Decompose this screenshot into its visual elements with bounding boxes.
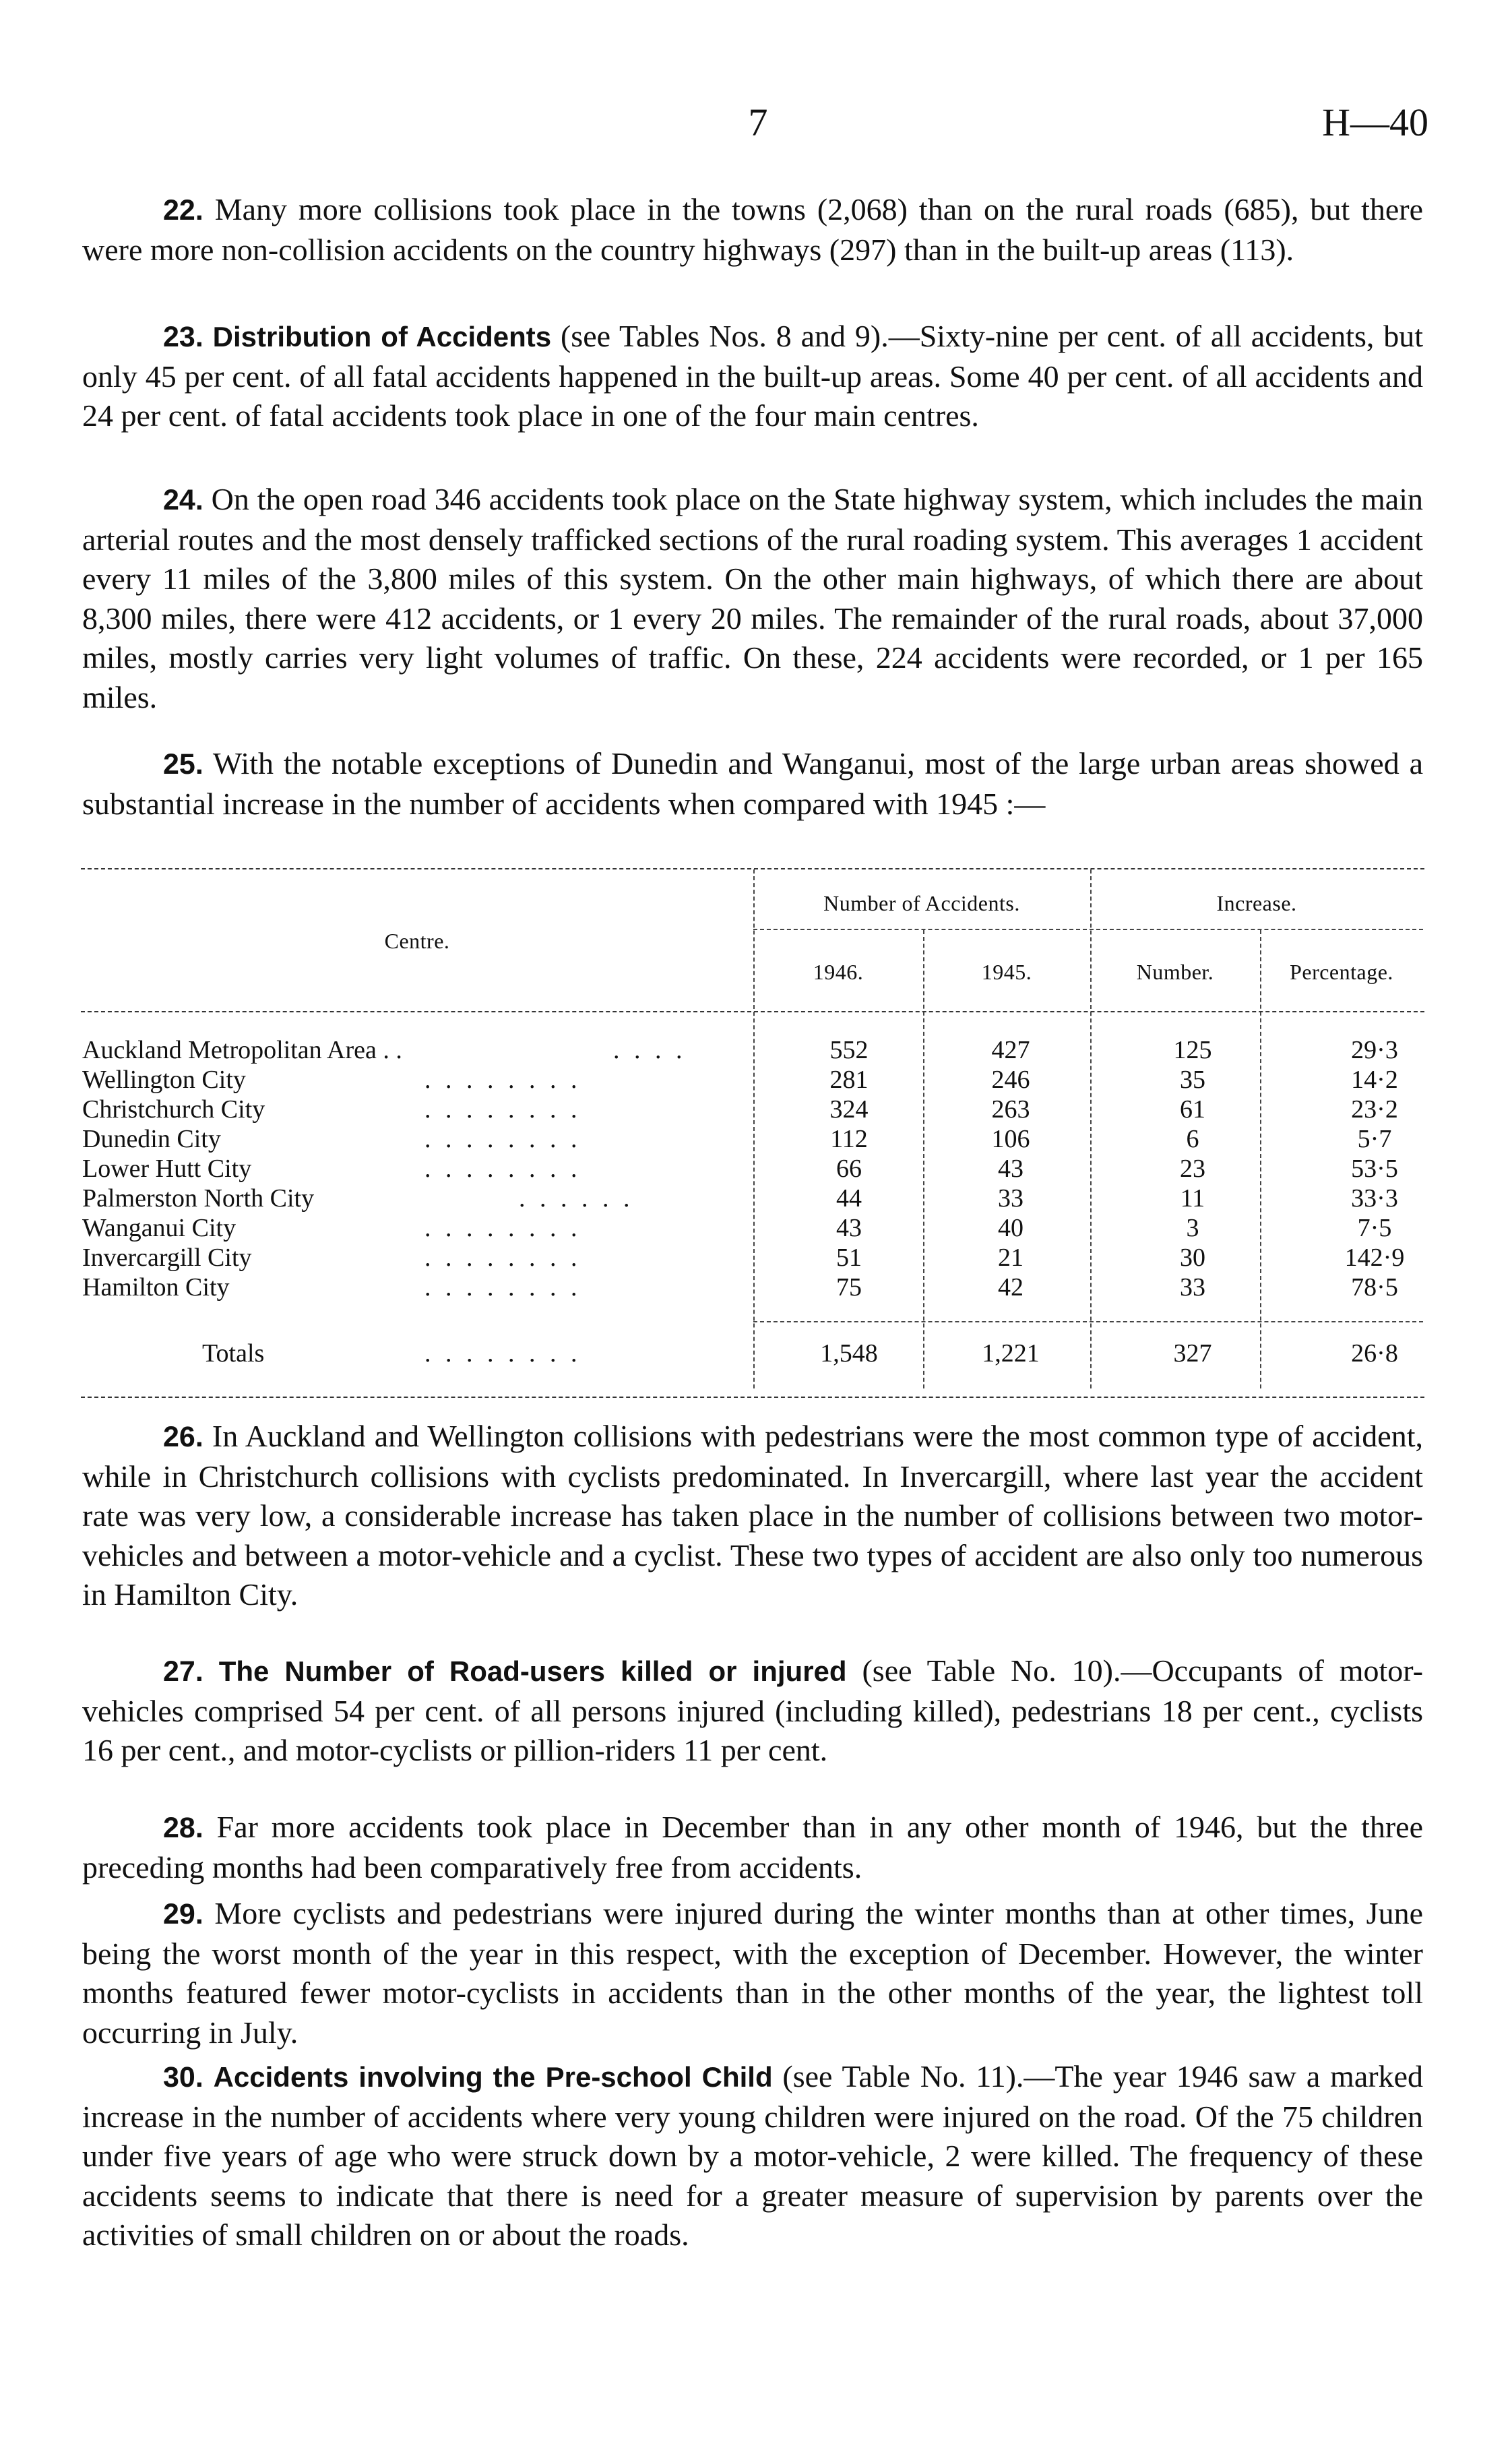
cell-centre: Hamilton City [82,1273,230,1302]
cell-number: 33 [1180,1273,1205,1302]
paragraph-text: On the open road 346 accidents took place on the State highway system, which includes the main arterial routes and the most densely trafficked sections of the rural roading system. This averages 1 accident every 11 miles of the 3,800 miles of this system. On the other main highways, of which there are about 8,300 miles, there were 412 accidents, or 1 every 20 miles. The remainder of the rural roads, about 37,000 miles, mostly carries very light volumes of traffic. On these, 224 accidents were recorded, or 1 per 165 miles. [82,482,1424,714]
paragraph-number: 23. [163,321,203,353]
cell-centre: Lower Hutt City [82,1155,252,1183]
cell-1945: 33 [998,1184,1023,1213]
header-number-of-accidents: Number of Accidents. [823,891,1020,915]
header-percentage: Percentage. [1290,960,1393,984]
cell-number: 61 [1180,1095,1205,1124]
cell-percentage: 78·5 [1351,1273,1398,1302]
cell-percentage: 142·9 [1344,1244,1405,1272]
cell-percentage: 26·8 [1351,1339,1398,1368]
header-increase: Increase. [1216,891,1297,915]
cell-1946: 112 [830,1125,868,1153]
leader-dots: . . . . . . . . [424,1339,581,1368]
paragraph-23 [82,317,1423,436]
cell-1946: 281 [829,1066,869,1094]
paragraph-24 [82,480,1423,717]
cell-1945: 246 [991,1066,1030,1094]
leader-dots: . . . . . . . . [424,1244,581,1272]
cell-1945: 1,221 [982,1339,1040,1368]
paragraph-number: 27. [163,1655,203,1688]
cell-percentage: 33·3 [1351,1184,1398,1213]
leader-dots: . . . . . . . . [424,1273,581,1302]
paragraph-22 [82,190,1423,270]
table-header-rule [81,1011,1424,1012]
paragraph-27 [82,1651,1423,1771]
leader-dots: . . . . [613,1036,687,1064]
paragraph-text: More cyclists and pedestrians were injured during the winter months than at other times, June being the worst month of the year in this respect, with the exception of December. However, the winter months featured fewer motor-cyclists in accidents than in the other months of the year, the lightest toll occurring in July. [82,1896,1423,2050]
paragraph-29 [82,1894,1423,2052]
table-totals-rule [753,1321,1423,1322]
cell-1945: 21 [998,1244,1023,1272]
paragraph-text: With the notable exceptions of Dunedin and Wanganui, most of the large urban areas showed a substantial increase in the number of accidents when compared with 1945 :— [82,746,1423,821]
header-number: Number. [1136,960,1214,984]
table-row [81,1095,1424,1124]
cell-number: 11 [1180,1184,1205,1213]
table-row [81,1184,1424,1213]
paragraph-text: (see Table No. 11).—The year 1946 saw a marked increase in the number of accidents where very young children were injured on the road. Of the 75 children under five years of age who were struck down by a motor-vehicle, 2 were killed. The frequency of these accidents seems to indicate that there is need for a greater measure of supervision by parents over the activities of small children on or about the roads. [82,2059,1423,2252]
cell-centre: Auckland Metropolitan Area . . [82,1036,402,1064]
table-row [81,1213,1424,1243]
table-row [81,1124,1424,1154]
cell-1945: 40 [998,1214,1023,1242]
cell-number: 3 [1186,1214,1199,1242]
cell-number: 35 [1180,1066,1205,1094]
paragraph-30 [82,2057,1423,2255]
cell-centre: Palmerston North City [82,1184,315,1213]
cell-1945: 263 [991,1095,1030,1124]
cell-centre: Christchurch City [82,1095,265,1124]
table-bottom-rule [81,1397,1424,1398]
cell-1946: 43 [836,1214,862,1242]
paragraph-heading: Accidents involving the Pre-school Child [213,2061,773,2093]
cell-number: 327 [1173,1339,1212,1368]
paragraph-heading: Distribution of Accidents [212,321,552,353]
table-row [81,1035,1424,1065]
paragraph-text: Many more collisions took place in the towns (2,068) than on the rural roads (685), but there were more non-collision accidents on the country highways (297) than in the built-up areas (113). [82,192,1424,267]
paragraph-number: 26. [163,1421,203,1453]
cell-centre: Wanganui City [82,1214,237,1242]
paragraph-text: (see Tables Nos. 8 and 9).—Sixty-nine per cent. of all accidents, but only 45 per cent. of all fatal accidents happened in the built-up areas. Some 40 per cent. of all accidents and 24 per cent. of fatal accidents took place in one of the four main centres. [82,319,1424,433]
leader-dots: . . . . . . . . [424,1066,581,1094]
cell-centre: Wellington City [82,1066,246,1094]
cell-number: 6 [1186,1125,1199,1153]
document-reference: H—40 [1322,100,1428,144]
table-row [81,1243,1424,1273]
cell-number: 23 [1180,1155,1205,1183]
cell-1946: 66 [836,1155,862,1183]
cell-centre: Invercargill City [82,1244,252,1272]
cell-number: 125 [1173,1036,1212,1064]
cell-1945: 43 [998,1155,1023,1183]
paragraph-text: (see Table No. 10).—Occupants of motor-vehicles comprised 54 per cent. of all persons injured (including killed), pedestrians 18 per cent., cyclists 16 per cent., and motor-cyclists or pillion-riders 11 per cent. [82,1653,1424,1767]
paragraph-number: 28. [163,1812,203,1844]
header-1945: 1945. [981,960,1032,984]
cell-1946: 1,548 [820,1339,878,1368]
leader-dots: . . . . . . . . [424,1125,581,1153]
paragraph-28 [82,1808,1423,1887]
paragraph-26 [82,1417,1423,1615]
cell-1945: 42 [998,1273,1023,1302]
leader-dots: . . . . . . . . [424,1095,581,1124]
cell-percentage: 14·2 [1351,1066,1398,1094]
cell-1946: 75 [836,1273,862,1302]
cell-percentage: 29·3 [1351,1036,1398,1064]
table-row [81,1154,1424,1184]
cell-1946: 51 [836,1244,862,1272]
leader-dots: . . . . . . . . [424,1155,581,1183]
paragraph-text: In Auckland and Wellington collisions with pedestrians were the most common type of accident, while in Christchurch collisions with cyclists predominated. In Invercargill, where last year the accident rate was very low, a considerable increase has taken place in the number of collisions between two motor-vehicles and between a motor-vehicle and a cyclist. These two types of accident are also only too numerous in Hamilton City. [82,1419,1424,1612]
paragraph-number: 29. [163,1898,203,1930]
table-row [81,1065,1424,1095]
header-1946: 1946. [813,960,864,984]
table-subheader-rule [753,929,1423,930]
cell-centre: Dunedin City [82,1125,221,1153]
cell-1946: 44 [836,1184,862,1213]
table-row [81,1273,1424,1302]
cell-percentage: 5·7 [1357,1125,1392,1153]
table-top-rule [81,868,1424,869]
cell-1946: 552 [829,1036,869,1064]
table-totals-row [81,1339,1424,1368]
cell-totals-label: Totals [202,1339,265,1368]
paragraph-number: 30. [163,2061,203,2093]
paragraph-heading: The Number of Road-users killed or injured [218,1655,847,1687]
header-centre: Centre. [384,929,450,953]
paragraph-number: 22. [163,194,203,226]
cell-1946: 324 [829,1095,869,1124]
page-number: 7 [748,100,768,144]
cell-1945: 106 [991,1125,1030,1153]
leader-dots: . . . . . . [519,1184,634,1213]
paragraph-text: Far more accidents took place in December than in any other month of 1946, but the three preceding months had been comparatively free from accidents. [82,1810,1423,1885]
paragraph-number: 24. [163,484,203,516]
paragraph-number: 25. [163,748,203,781]
cell-percentage: 53·5 [1351,1155,1398,1183]
cell-percentage: 23·2 [1351,1095,1398,1124]
leader-dots: . . . . . . . . [424,1214,581,1242]
cell-1945: 427 [991,1036,1030,1064]
cell-number: 30 [1180,1244,1205,1272]
cell-percentage: 7·5 [1357,1214,1392,1242]
paragraph-25 [82,744,1423,824]
